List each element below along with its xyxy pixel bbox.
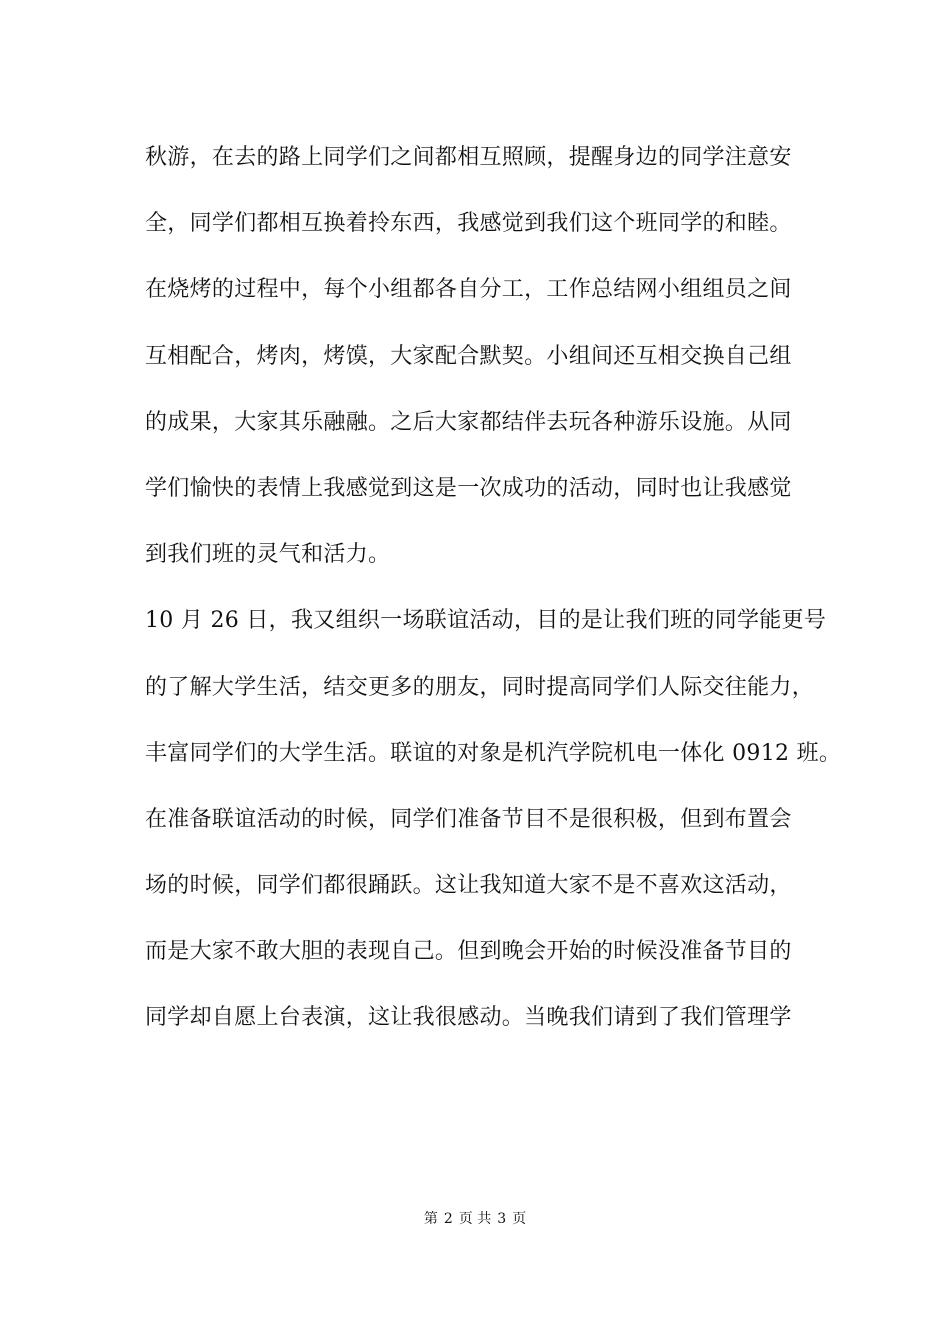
text-line: 到我们班的灵气和活力。 [145, 542, 391, 568]
text-line: 而是大家不敢大胆的表现自己。但到晚会开始的时候没准备节目的 [145, 939, 792, 965]
text-line: 场的时候，同学们都很踊跃。这让我知道大家不是不喜欢这活动， [145, 873, 792, 899]
page-label-mid: 页 共 [458, 1211, 492, 1227]
document-body [145, 136, 845, 1063]
page-footer [0, 1208, 950, 1228]
text-line: 在准备联谊活动的时候，同学们准备节目不是很积极，但到布置会 [145, 806, 792, 832]
page-label-suffix: 页 [512, 1211, 527, 1227]
text-line: 的成果，大家其乐融融。之后大家都结伴去玩各种游乐设施。从同 [145, 409, 792, 435]
text-line: 学们愉快的表情上我感觉到这是一次成功的活动，同时也让我感觉 [145, 475, 792, 501]
text-line: 互相配合，烤肉，烤馍，大家配合默契。小组间还互相交换自己组 [145, 343, 792, 369]
text-line: 丰富同学们的大学生活。联谊的对象是机汽学院机电一体化 0912 班。 [145, 740, 842, 766]
current-page-number: 2 [443, 1211, 453, 1227]
text-line: 10 月 26 日，我又组织一场联谊活动，目的是让我们班的同学能更号 [145, 608, 827, 634]
total-pages-number: 3 [497, 1211, 507, 1227]
page-label-prefix: 第 [423, 1211, 438, 1227]
text-line: 同学却自愿上台表演，这让我很感动。当晚我们请到了我们管理学 [145, 1005, 792, 1031]
text-line: 全，同学们都相互换着拎东西，我感觉到我们这个班同学的和睦。 [145, 211, 792, 237]
text-line: 在烧烤的过程中，每个小组都各自分工，工作总结网小组组员之间 [145, 277, 792, 303]
text-line: 秋游，在去的路上同学们之间都相互照顾，提醒身边的同学注意安 [145, 145, 792, 170]
text-line: 的了解大学生活，结交更多的朋友，同时提高同学们人际交往能力， [145, 674, 815, 700]
